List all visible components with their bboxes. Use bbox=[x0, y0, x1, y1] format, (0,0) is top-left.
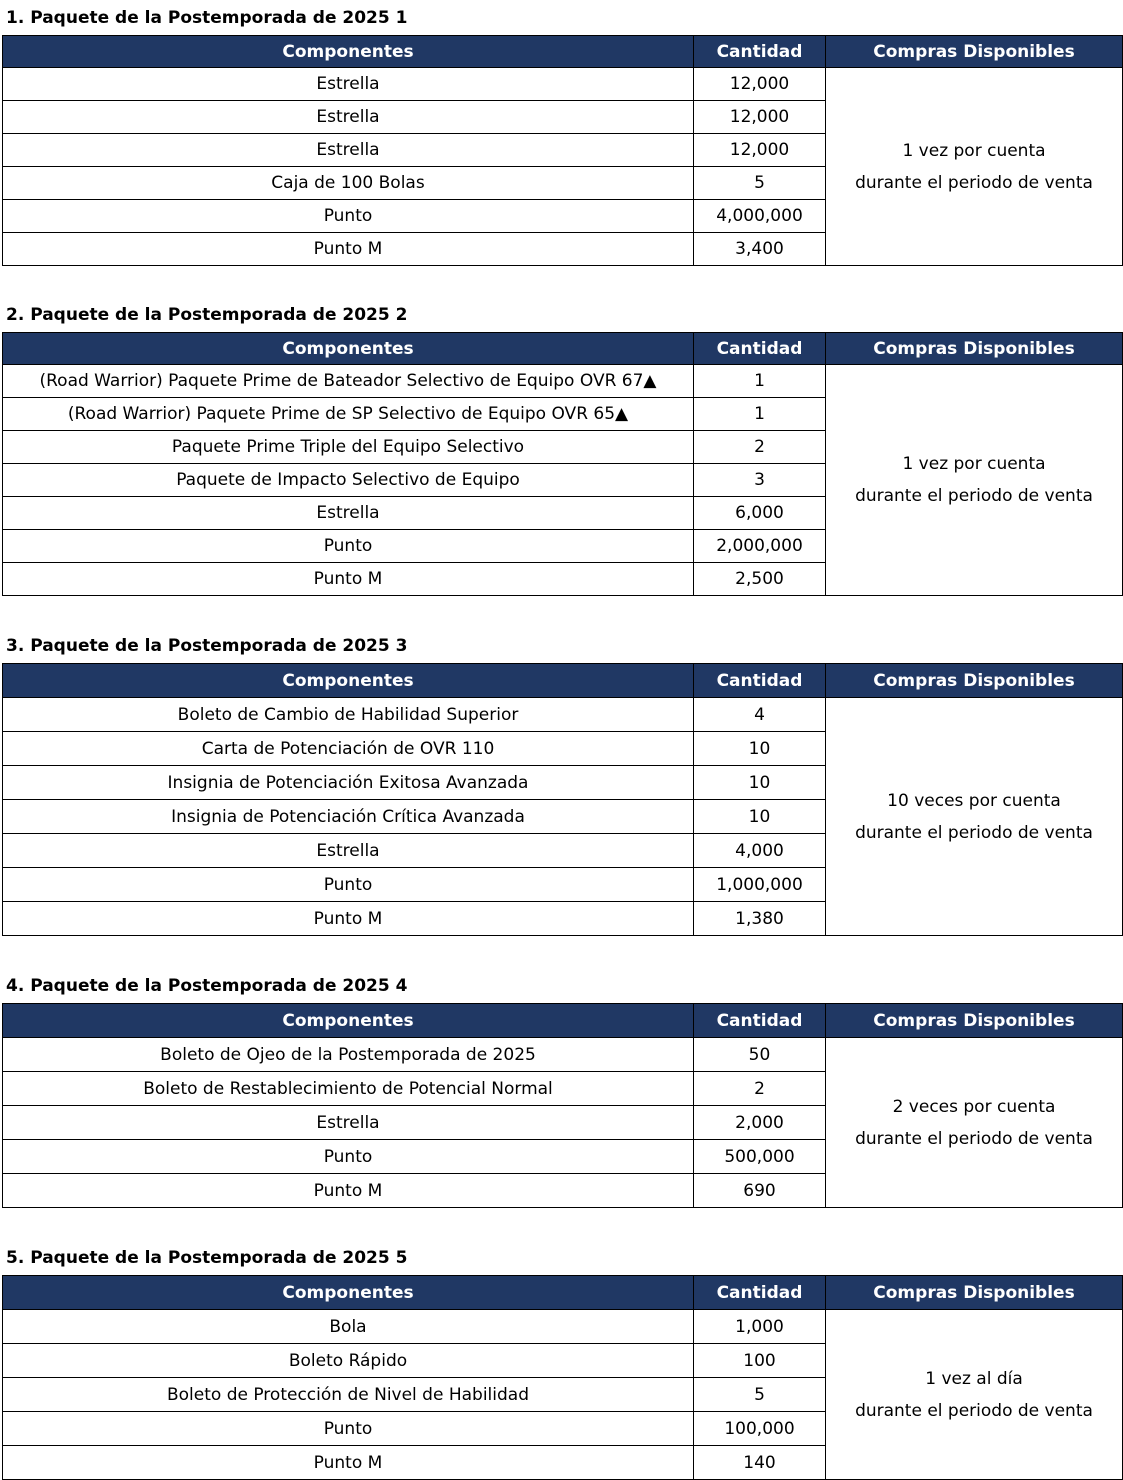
quantity-cell: 1 bbox=[694, 398, 826, 431]
quantity-cell: 1,000 bbox=[694, 1310, 826, 1344]
component-cell: Paquete de Impacto Selectivo de Equipo bbox=[3, 464, 694, 497]
component-cell: Punto bbox=[3, 868, 694, 902]
component-cell: Punto bbox=[3, 1412, 694, 1446]
section-title: 4. Paquete de la Postemporada de 2025 4 bbox=[6, 976, 408, 996]
package-table bbox=[2, 1275, 1123, 1480]
column-header-quantity: Cantidad bbox=[694, 664, 826, 698]
component-cell: Punto M bbox=[3, 1446, 694, 1480]
column-header-components: Componentes bbox=[3, 333, 694, 365]
quantity-cell: 4 bbox=[694, 698, 826, 732]
purchase-period-text: durante el periodo de venta bbox=[855, 486, 1093, 506]
purchase-period-text: durante el periodo de venta bbox=[855, 1128, 1093, 1149]
table-row bbox=[3, 698, 1123, 732]
quantity-cell: 2,500 bbox=[694, 563, 826, 596]
quantity-cell: 500,000 bbox=[694, 1140, 826, 1174]
quantity-cell: 4,000,000 bbox=[694, 200, 826, 233]
column-header-quantity: Cantidad bbox=[694, 1276, 826, 1310]
quantity-cell: 3 bbox=[694, 464, 826, 497]
component-cell: Boleto de Cambio de Habilidad Superior bbox=[3, 698, 694, 732]
component-cell: Estrella bbox=[3, 68, 694, 101]
component-cell: Insignia de Potenciación Exitosa Avanzada bbox=[3, 766, 694, 800]
quantity-cell: 5 bbox=[694, 167, 826, 200]
column-header-available: Compras Disponibles bbox=[826, 664, 1123, 698]
quantity-cell: 12,000 bbox=[694, 101, 826, 134]
table-row bbox=[3, 1038, 1123, 1072]
quantity-cell: 100 bbox=[694, 1344, 826, 1378]
section-title: 3. Paquete de la Postemporada de 2025 3 bbox=[6, 636, 408, 656]
component-cell: Estrella bbox=[3, 1106, 694, 1140]
quantity-cell: 2 bbox=[694, 1072, 826, 1106]
column-header-available: Compras Disponibles bbox=[826, 1276, 1123, 1310]
component-cell: Boleto Rápido bbox=[3, 1344, 694, 1378]
section-title: 5. Paquete de la Postemporada de 2025 5 bbox=[6, 1248, 408, 1268]
component-cell: Estrella bbox=[3, 497, 694, 530]
purchase-limit-text: 1 vez al día bbox=[925, 1368, 1023, 1389]
purchase-period-text: durante el periodo de venta bbox=[855, 1400, 1093, 1421]
quantity-cell: 1 bbox=[694, 365, 826, 398]
quantity-cell: 2,000,000 bbox=[694, 530, 826, 563]
purchase-limit-text: 2 veces por cuenta bbox=[892, 1096, 1056, 1117]
section-title: 1. Paquete de la Postemporada de 2025 1 bbox=[6, 8, 408, 28]
column-header-available: Compras Disponibles bbox=[826, 333, 1123, 365]
quantity-cell: 10 bbox=[694, 800, 826, 834]
quantity-cell: 10 bbox=[694, 732, 826, 766]
package-table bbox=[2, 663, 1123, 936]
component-cell: Paquete Prime Triple del Equipo Selectivo bbox=[3, 431, 694, 464]
purchase-limit-text: 1 vez por cuenta bbox=[902, 454, 1046, 474]
purchase-limit-text: 1 vez por cuenta bbox=[902, 140, 1046, 161]
component-cell: Estrella bbox=[3, 134, 694, 167]
quantity-cell: 1,380 bbox=[694, 902, 826, 936]
quantity-cell: 140 bbox=[694, 1446, 826, 1480]
quantity-cell: 690 bbox=[694, 1174, 826, 1208]
quantity-cell: 50 bbox=[694, 1038, 826, 1072]
section-title: 2. Paquete de la Postemporada de 2025 2 bbox=[6, 305, 408, 325]
purchase-limit-cell bbox=[826, 1310, 1123, 1480]
package-table bbox=[2, 35, 1123, 266]
column-header-quantity: Cantidad bbox=[694, 333, 826, 365]
component-cell: (Road Warrior) Paquete Prime de Bateador Selectivo de Equipo OVR 67▲ bbox=[3, 365, 694, 398]
quantity-cell: 2,000 bbox=[694, 1106, 826, 1140]
component-cell: Carta de Potenciación de OVR 110 bbox=[3, 732, 694, 766]
quantity-cell: 1,000,000 bbox=[694, 868, 826, 902]
column-header-available: Compras Disponibles bbox=[826, 1004, 1123, 1038]
quantity-cell: 100,000 bbox=[694, 1412, 826, 1446]
component-cell: Bola bbox=[3, 1310, 694, 1344]
purchase-limit-cell bbox=[826, 365, 1123, 596]
table-header-row bbox=[3, 1004, 1123, 1038]
column-header-available: Compras Disponibles bbox=[826, 36, 1123, 68]
purchase-limit-cell bbox=[826, 68, 1123, 266]
component-cell: Punto bbox=[3, 200, 694, 233]
quantity-cell: 4,000 bbox=[694, 834, 826, 868]
table-header-row bbox=[3, 36, 1123, 68]
component-cell: Insignia de Potenciación Crítica Avanzada bbox=[3, 800, 694, 834]
component-cell: Boleto de Restablecimiento de Potencial Normal bbox=[3, 1072, 694, 1106]
package-table bbox=[2, 332, 1123, 596]
component-cell: Punto bbox=[3, 530, 694, 563]
purchase-limit-text: 10 veces por cuenta bbox=[887, 790, 1061, 811]
table-row bbox=[3, 365, 1123, 398]
component-cell: Boleto de Ojeo de la Postemporada de 2025 bbox=[3, 1038, 694, 1072]
purchase-limit-cell bbox=[826, 698, 1123, 936]
column-header-components: Componentes bbox=[3, 664, 694, 698]
table-header-row bbox=[3, 333, 1123, 365]
table-row bbox=[3, 68, 1123, 101]
quantity-cell: 2 bbox=[694, 431, 826, 464]
component-cell: Boleto de Protección de Nivel de Habilidad bbox=[3, 1378, 694, 1412]
quantity-cell: 6,000 bbox=[694, 497, 826, 530]
quantity-cell: 3,400 bbox=[694, 233, 826, 266]
quantity-cell: 10 bbox=[694, 766, 826, 800]
component-cell: Punto M bbox=[3, 563, 694, 596]
component-cell: Estrella bbox=[3, 834, 694, 868]
table-row bbox=[3, 1310, 1123, 1344]
column-header-components: Componentes bbox=[3, 1004, 694, 1038]
column-header-components: Componentes bbox=[3, 36, 694, 68]
component-cell: Punto M bbox=[3, 233, 694, 266]
table-header-row bbox=[3, 664, 1123, 698]
quantity-cell: 12,000 bbox=[694, 134, 826, 167]
component-cell: Punto bbox=[3, 1140, 694, 1174]
package-table bbox=[2, 1003, 1123, 1208]
column-header-quantity: Cantidad bbox=[694, 1004, 826, 1038]
component-cell: (Road Warrior) Paquete Prime de SP Selectivo de Equipo OVR 65▲ bbox=[3, 398, 694, 431]
column-header-quantity: Cantidad bbox=[694, 36, 826, 68]
component-cell: Estrella bbox=[3, 101, 694, 134]
component-cell: Caja de 100 Bolas bbox=[3, 167, 694, 200]
quantity-cell: 12,000 bbox=[694, 68, 826, 101]
purchase-period-text: durante el periodo de venta bbox=[855, 822, 1093, 843]
column-header-components: Componentes bbox=[3, 1276, 694, 1310]
component-cell: Punto M bbox=[3, 1174, 694, 1208]
table-header-row bbox=[3, 1276, 1123, 1310]
purchase-limit-cell bbox=[826, 1038, 1123, 1208]
quantity-cell: 5 bbox=[694, 1378, 826, 1412]
purchase-period-text: durante el periodo de venta bbox=[855, 172, 1093, 193]
component-cell: Punto M bbox=[3, 902, 694, 936]
